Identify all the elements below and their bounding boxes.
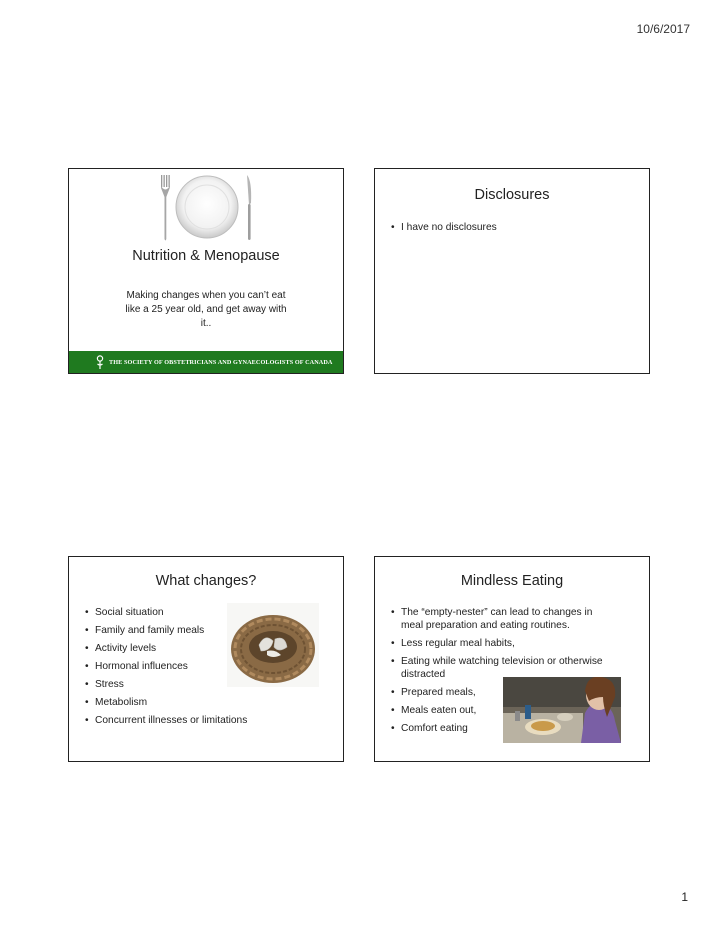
page-number: 1 — [681, 890, 688, 904]
slide-title: Mindless Eating — [460, 573, 564, 589]
list-item-line: • Meals eaten out, — [401, 705, 477, 716]
list-item-line: • Comfort eating — [401, 723, 468, 734]
slide-disclosures — [374, 168, 650, 374]
list-item: • Social situation — [85, 606, 275, 619]
list-item — [391, 606, 643, 632]
sogc-footer-text: THE SOCIETY OF OBSTETRICIANS AND GYNAECOLOGISTS OF CANADA — [109, 359, 333, 366]
list-item: • I have no disclosures — [391, 221, 639, 234]
list-item-line: meal preparation and eating routines. — [401, 620, 570, 631]
person-eating-meal-image — [503, 677, 621, 743]
sogc-footer-bar — [69, 351, 343, 373]
plate-fork-knife-image — [153, 173, 261, 243]
list-item: • Family and family meals — [85, 624, 275, 637]
list-item-line: • Less regular meal habits, — [401, 638, 515, 649]
slide-subtitle — [109, 289, 303, 331]
list-item: • Concurrent illnesses or limitations — [85, 714, 275, 727]
list-item-line: • The “empty-nester” can lead to changes in — [401, 607, 593, 618]
bullet-list — [391, 221, 639, 234]
slide-title: What changes? — [155, 573, 257, 589]
slide-title: Nutrition & Menopause — [132, 248, 280, 264]
subtitle-line: Making changes when you can’t eat — [126, 290, 286, 301]
list-item-line: • Prepared meals, — [401, 687, 476, 698]
list-item: • Metabolism — [85, 696, 275, 709]
list-item: • Stress — [85, 678, 275, 691]
fork-icon — [161, 175, 170, 241]
page-date: 10/6/2017 — [636, 22, 690, 36]
empty-nest-image — [227, 603, 319, 687]
slide-nutrition-menopause — [68, 168, 344, 374]
subtitle-line: it.. — [200, 318, 212, 329]
slide-mindless-eating — [374, 556, 650, 762]
list-item-line: distracted — [401, 669, 446, 680]
subtitle-line: like a 25 year old, and get away with — [125, 304, 287, 315]
list-item — [391, 637, 643, 650]
list-item: • Activity levels — [85, 642, 275, 655]
slide-title: Disclosures — [474, 187, 550, 203]
slide-what-changes — [68, 556, 344, 762]
knife-icon — [247, 175, 251, 240]
sogc-logo-icon — [95, 355, 105, 370]
list-item-line: • Eating while watching television or otherwise — [401, 656, 603, 667]
list-item: • Hormonal influences — [85, 660, 275, 673]
